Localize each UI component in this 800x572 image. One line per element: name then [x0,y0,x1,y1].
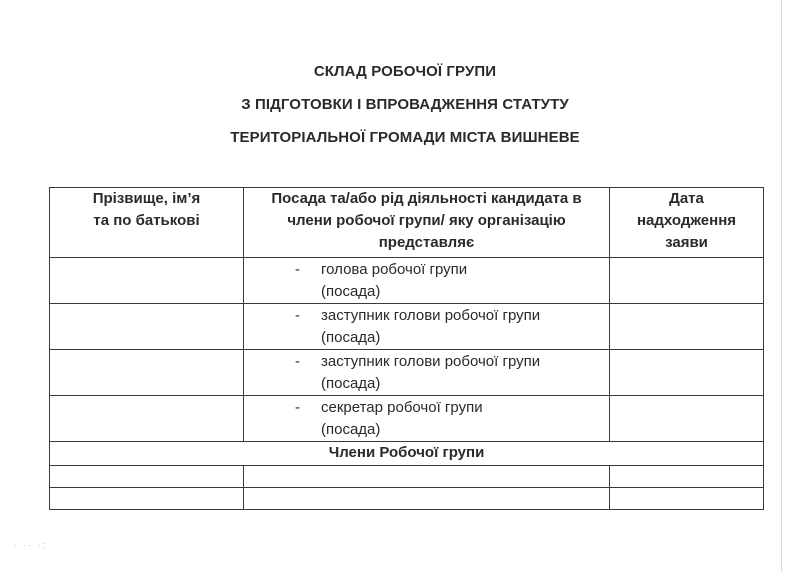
role-name: заступник голови робочої групи [321,353,541,370]
header-line: та по батькові [93,212,200,229]
working-group-table [49,187,764,510]
name-cell [50,466,244,488]
table-row [50,304,764,350]
header-line: Прізвище, ім’я [92,190,201,207]
name-cell [50,488,244,510]
list-dash: - [295,399,300,416]
header-line: представляє [378,234,475,251]
role-note: (посада) [321,375,381,392]
date-cell [610,396,764,442]
header-application-date [610,188,764,258]
name-cell [50,350,244,396]
table-row [50,350,764,396]
header-line: члени робочої групи/ яку організацію [287,212,566,229]
role-name: секретар робочої групи [321,399,483,416]
header-line: Дата [669,190,704,207]
name-cell [50,304,244,350]
header-line: надходження [636,212,737,229]
document-title-line-1: СКЛАД РОБОЧОЇ ГРУПИ [313,63,497,80]
date-cell [610,304,764,350]
table-row [50,396,764,442]
header-line: Посада та/або рід діяльності кандидата в [271,190,582,207]
scan-page-edge [781,0,782,572]
role-name: заступник голови робочої групи [321,307,541,324]
date-cell [610,258,764,304]
role-note: (посада) [321,421,381,438]
table-row [50,466,764,488]
name-cell [50,258,244,304]
table-row [50,488,764,510]
members-heading-row [50,442,764,466]
role-name: голова робочої групи [321,261,468,278]
position-cell [244,396,610,442]
header-full-name [50,188,244,258]
date-cell [610,488,764,510]
list-dash: - [295,307,300,324]
position-cell [244,488,610,510]
header-position [244,188,610,258]
position-cell [244,466,610,488]
position-cell [244,258,610,304]
date-cell [610,350,764,396]
document-title-line-2: З ПІДГОТОВКИ І ВПРОВАДЖЕННЯ СТАТУТУ [241,96,569,113]
date-cell [610,466,764,488]
role-note: (посада) [321,329,381,346]
name-cell [50,396,244,442]
members-heading: Члени Робочої групи [50,442,764,466]
list-dash: - [295,353,300,370]
document-title-line-3: ТЕРИТОРІАЛЬНОЇ ГРОМАДИ МІСТА ВИШНЕВЕ [230,129,580,146]
table-row [50,258,764,304]
scan-speck: · ·· ·: [14,540,48,550]
position-cell [244,304,610,350]
table-header-row [50,188,764,258]
position-cell [244,350,610,396]
role-note: (посада) [321,283,381,300]
header-line: заяви [665,234,708,251]
list-dash: - [295,261,300,278]
